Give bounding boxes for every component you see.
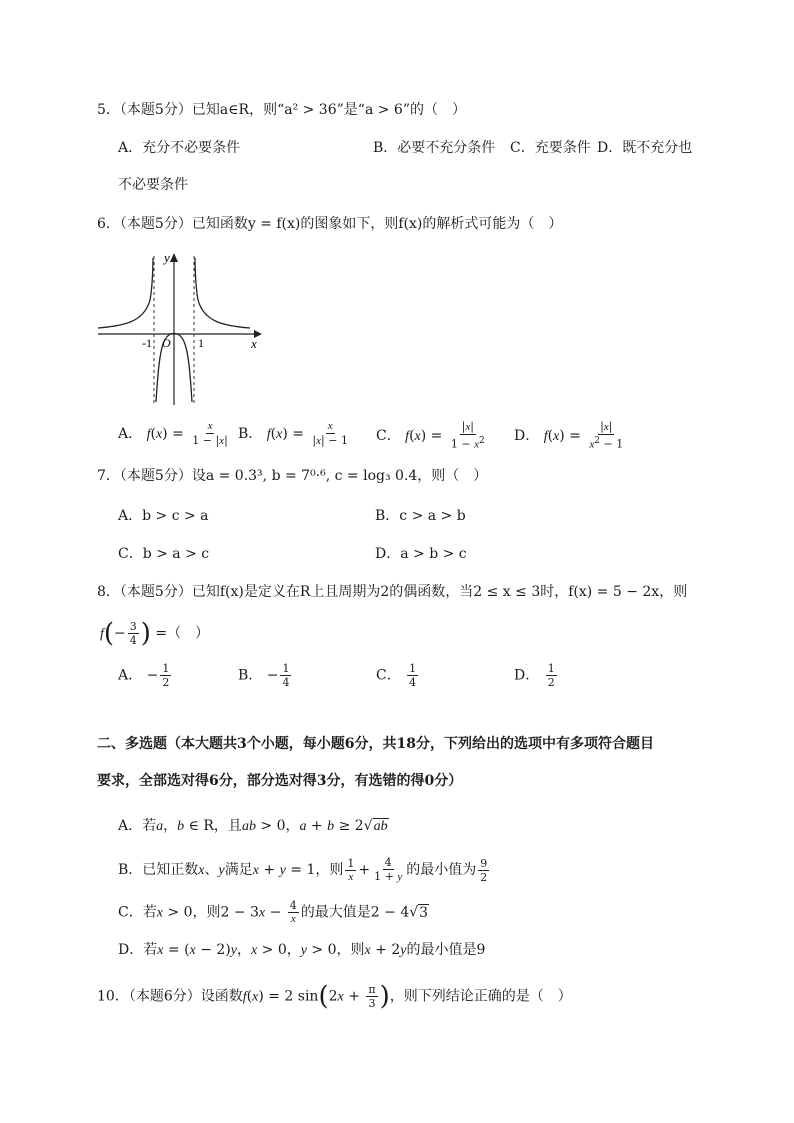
q6-option-c: C． f(x) = $\frac{|x|}{1 - x^2}$ [376,420,485,451]
q7-option-c: C．b > a > c [118,546,210,562]
q9-option-b: B．已知正数x、y满足x + y = 1，则 $\frac{1}{x}$ + $\frac{4}{1 + y}$ 的最小值为 $\frac{9}{2}$ [118,856,488,884]
option-label: C． [118,904,143,921]
option-label: D． [514,427,540,444]
q5-stem: 5．（本题5分）已知a∈R，则“a² > 36”是“a > 6”的（ ） [97,102,466,118]
option-label: B． [118,862,143,878]
q5-option-b: B．必要不充分条件 [373,140,496,156]
graph-neg-tick: -1 [142,336,152,350]
option-label: A． [118,818,143,834]
q9-option-a: A．若a，b ∈ R，且ab > 0，a + b ≥ 2√ab [118,818,388,834]
q5-option-d-continued: 不必要条件 [118,177,188,193]
q5-option-a: A．充分不必要条件 [118,140,241,156]
q10-stem: 10．（本题6分）设函数f(x) = 2 sin(2x + $\frac{\pi}{3}$ )，则下列结论正确的是（ ） [97,981,572,1012]
q7-option-b: B．c > a > b [375,508,466,524]
q8-stem-continued: f(− $\frac{3}{4}$ ) =（ ） [100,618,210,649]
q8-stem: 8．（本题5分）已知f(x)是定义在R上且周期为2的偶函数，当2 ≤ x ≤ 3时，f(x) = 5 − 2x，则 [97,584,688,600]
option-label: A． [118,426,143,442]
q6-function-graph [94,250,264,410]
q9-option-c: C．若x > 0，则2 − 3x − $\frac{4}{x}$ 的最大值是2 − 4√3 [118,899,429,925]
option-label: B． [238,667,263,684]
option-label: A． [118,667,143,684]
q7-option-d: D．a > b > c [375,546,467,562]
q7-stem: 7．（本题5分）设a = 0.3³, b = 7⁰·⁶, c = log₃ 0.4，则（ ） [97,468,488,484]
section2-heading: 二、多选题（本大题共3个小题，每小题6分，共18分，下列给出的选项中有多项符合题目 [97,736,654,752]
q8-option-c: C． $\frac{1}{4}$ [376,662,417,689]
graph-y-label: y [164,250,170,265]
q5-option-d: D．既不充分也 [597,140,693,156]
q7-option-a: A．b > c > a [118,508,209,524]
q8-option-a: A． − $\frac{1}{2}$ [118,662,170,689]
q6-option-d: D． f(x) = $\frac{|x|}{x^2 - 1}$ [514,420,624,451]
graph-origin-label: O [162,336,171,350]
option-label: C． [376,667,401,684]
option-label: B． [238,426,263,442]
option-label: D． [514,667,540,684]
q9-option-d: D．若x = (x − 2)y，x > 0，y > 0，则x + 2y的最小值是9 [118,942,486,958]
graph-pos-tick: 1 [198,336,204,350]
q6-option-a: A． f(x) = $\frac{x}{1 - |x|}$ [118,420,228,447]
q8-option-b: B． − $\frac{1}{4}$ [238,662,290,689]
graph-x-label: x [251,336,257,351]
q6-option-b: B． f(x) = $\frac{x}{|x| - 1}$ [238,420,348,447]
q6-stem: 6．（本题5分）已知函数y = f(x)的图象如下，则f(x)的解析式可能为（ ） [97,216,563,232]
q8-option-d: D． $\frac{1}{2}$ [514,662,555,689]
option-label: D． [118,942,144,958]
q5-option-c: C．充要条件 [510,140,591,156]
option-label: C． [376,427,401,444]
section2-heading-continued: 要求，全部选对得6分，部分选对得3分，有选错的得0分） [97,773,463,789]
